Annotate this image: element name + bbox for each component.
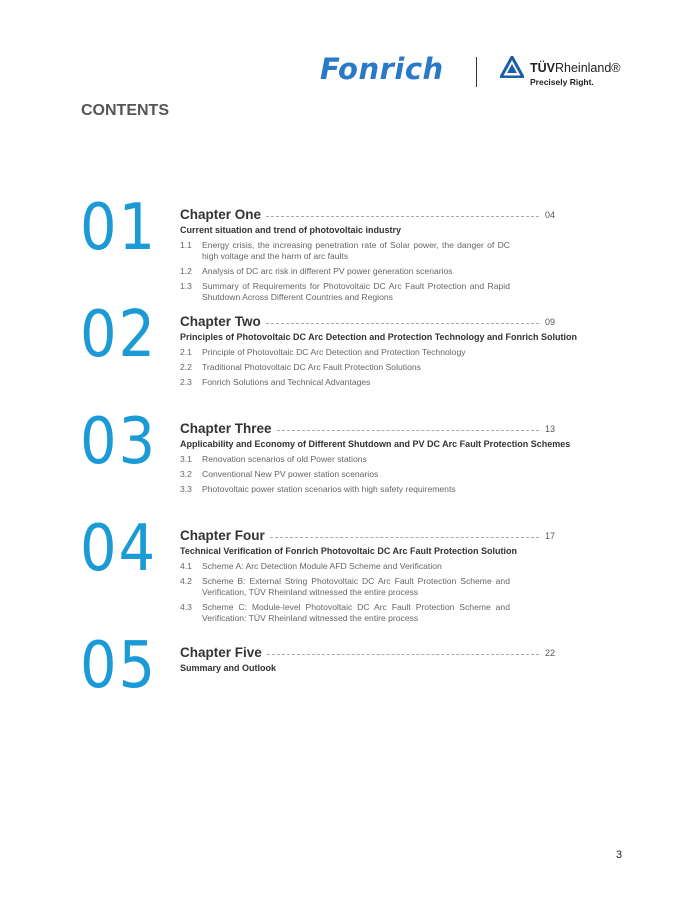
toc-item-number: 4.3 [180,602,192,612]
toc-item-number: 3.3 [180,484,192,494]
toc-item[interactable] [180,362,510,373]
chapter-number: 03 [80,405,157,479]
chapter-page: 04 [545,210,556,220]
toc-item-text: Traditional Photovoltaic DC Arc Fault Protection Solutions [202,362,421,372]
chapter-title: Chapter Three [180,421,272,436]
dot-leader [266,215,539,217]
dot-leader [270,536,539,538]
dot-leader [277,429,539,431]
chapter-number: 04 [80,512,157,586]
chapter-heading[interactable] [180,418,557,436]
toc-item-text: Renovation scenarios of old Power stations [202,454,367,464]
toc-item-text: Summary of Requirements for Photovoltaic DC Arc Fault Protection and Rapid Shutdown Across Different Countries and Regions [202,281,510,302]
toc-item-number: 1.3 [180,281,192,291]
toc-item-number: 4.1 [180,561,192,571]
chapter-subtitle: Principles of Photovoltaic DC Arc Detection and Protection Technology and Fonrich Solution [180,332,578,342]
chapter-heading[interactable] [180,642,557,660]
chapter-items [180,240,510,307]
chapter-title: Chapter Two [180,314,261,329]
toc-item-text: Energy crisis, the increasing penetration rate of Solar power, the danger of DC high voltage and the harm of arc faults [202,240,510,261]
chapter-page: 17 [545,531,556,541]
toc-item-text: Photovoltaic power station scenarios with high safety requirements [202,484,456,494]
tuv-logo-name-bold: TÜV [530,61,555,75]
logo-divider [476,57,477,87]
chapter-heading[interactable] [180,525,557,543]
toc-item-number: 3.2 [180,469,192,479]
chapter-page: 13 [545,424,556,434]
tuv-logo-name-light: Rheinland® [555,61,621,75]
page-number: 3 [616,849,623,861]
tuv-logo-name [530,61,621,75]
chapter-subtitle: Applicability and Economy of Different Shutdown and PV DC Arc Fault Protection Schemes [180,439,571,449]
toc-item[interactable] [180,469,510,480]
toc-item[interactable] [180,347,510,358]
toc-item[interactable] [180,561,510,572]
toc-item[interactable] [180,281,510,303]
chapter-heading[interactable] [180,204,557,222]
chapter-subtitle: Summary and Outlook [180,663,277,673]
toc-item[interactable] [180,576,510,598]
toc-item[interactable] [180,454,510,465]
toc-item[interactable] [180,377,510,388]
chapter-page: 09 [545,317,556,327]
chapter-number: 01 [80,191,157,265]
chapter-items [180,454,510,499]
toc-item-text: Fonrich Solutions and Technical Advantages [202,377,371,387]
toc-item-number: 1.1 [180,240,192,250]
toc-item-number: 1.2 [180,266,192,276]
page-title: CONTENTS [81,102,169,119]
chapter-title: Chapter One [180,207,262,222]
toc-item-number: 2.1 [180,347,192,357]
chapter-title: Chapter Four [180,528,265,543]
toc-item-text: Scheme C: Module-level Photovoltaic DC Arc Fault Protection Scheme and Verification: TÜV Rheinland witnessed the entire process [202,602,510,623]
chapter-subtitle: Technical Verification of Fonrich Photovoltaic DC Arc Fault Protection Solution [180,546,518,556]
toc-item-text: Scheme A: Arc Detection Module AFD Scheme and Verification [202,561,442,571]
chapter-title: Chapter Five [180,645,262,660]
chapter-number: 02 [80,298,157,372]
toc-item-number: 4.2 [180,576,192,586]
toc-item[interactable] [180,266,510,277]
fonrich-logo-text: Fonrich [320,52,444,86]
chapter-items [180,347,510,392]
toc-item-text: Principle of Photovoltaic DC Arc Detection and Protection Technology [202,347,466,357]
fonrich-logo [320,52,444,86]
toc-item-number: 3.1 [180,454,192,464]
tuv-triangle-icon [500,56,524,78]
dot-leader [266,322,539,324]
toc-item[interactable] [180,484,510,495]
toc-item-text: Scheme B: External String Photovoltaic DC Arc Fault Protection Scheme and Verification, TÜV Rheinland witnessed the entire process [202,576,510,597]
toc-item[interactable] [180,602,510,624]
toc-item-text: Analysis of DC arc risk in different PV power generation scenarios [202,266,453,276]
chapter-number: 05 [80,629,157,703]
toc-item-number: 2.3 [180,377,192,387]
toc-item-text: Conventional New PV power station scenarios [202,469,379,479]
chapter-heading[interactable] [180,311,557,329]
chapter-subtitle: Current situation and trend of photovoltaic industry [180,225,402,235]
chapter-page: 22 [545,648,556,658]
toc-item-number: 2.2 [180,362,192,372]
chapter-items [180,561,510,628]
tuv-logo-tagline: Precisely Right. [530,77,594,87]
toc-item[interactable] [180,240,510,262]
dot-leader [267,653,539,655]
